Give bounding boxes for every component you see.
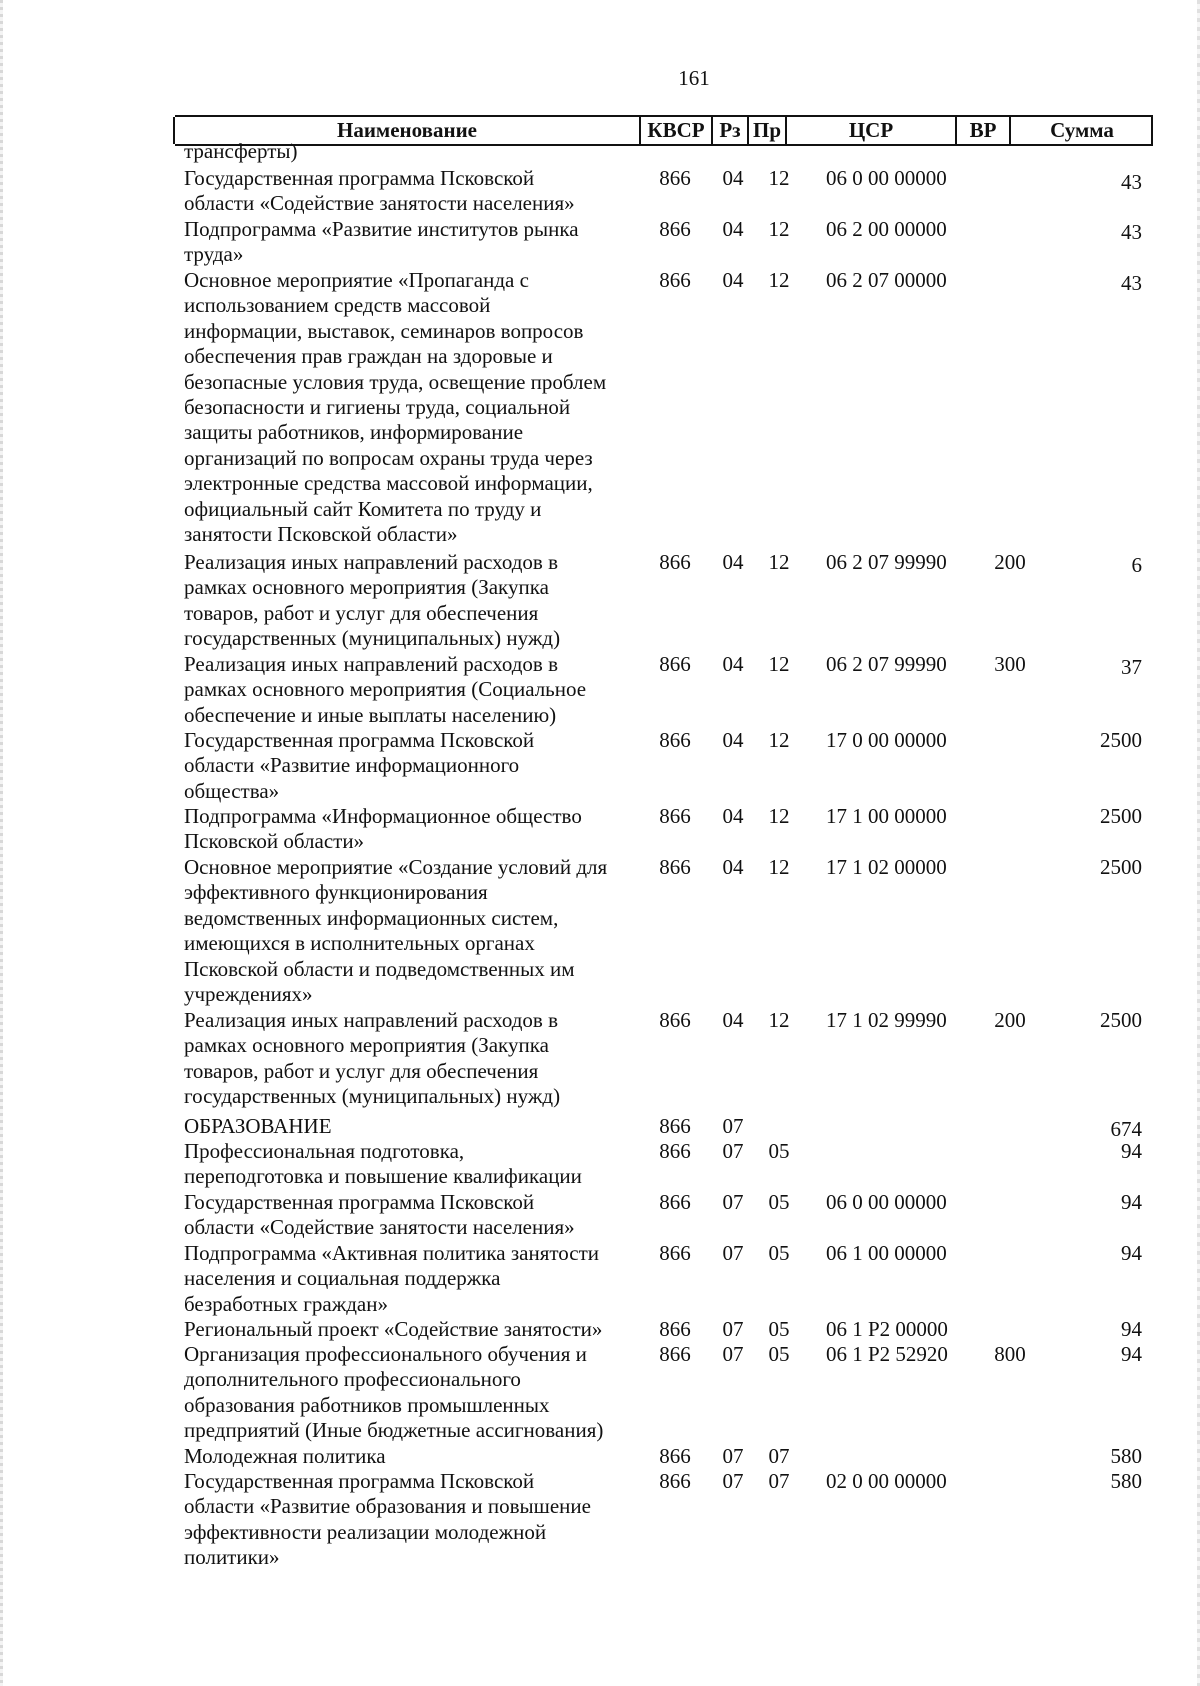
cell-kvsr: 866 bbox=[659, 1190, 691, 1214]
cell-name: Молодежная политика bbox=[184, 1444, 386, 1468]
cell-csr: 17 1 00 00000 bbox=[826, 804, 947, 828]
cell-sum: 94 bbox=[1121, 1190, 1142, 1214]
cell-pr: 07 bbox=[768, 1469, 790, 1493]
cell-rz: 04 bbox=[722, 804, 744, 828]
cell-sum: 580 bbox=[1110, 1444, 1142, 1468]
cell-csr: 17 1 02 99990 bbox=[826, 1008, 947, 1032]
cell-rz: 07 bbox=[722, 1114, 744, 1138]
cell-sum: 94 bbox=[1121, 1317, 1142, 1341]
cell-name: Подпрограмма «Информационное общество Псковской области» bbox=[184, 804, 582, 854]
cell-sum: 2500 bbox=[1100, 1008, 1142, 1032]
cell-name: Подпрограмма «Развитие институтов рынка труда» bbox=[184, 217, 579, 267]
cell-csr: 06 0 00 00000 bbox=[826, 166, 947, 190]
cell-csr: 17 1 02 00000 bbox=[826, 855, 947, 879]
cell-rz: 04 bbox=[722, 652, 744, 676]
page-number: 161 bbox=[678, 66, 710, 90]
cell-kvsr: 866 bbox=[659, 1342, 691, 1366]
cell-csr: 06 0 00 00000 bbox=[826, 1190, 947, 1214]
cell-pr: 07 bbox=[768, 1444, 790, 1468]
cell-rz: 07 bbox=[722, 1139, 744, 1163]
cell-sum: 2500 bbox=[1100, 855, 1142, 879]
cell-rz: 07 bbox=[722, 1444, 744, 1468]
cell-name: Государственная программа Псковской области «Развитие информационного общества» bbox=[184, 728, 535, 803]
cell-rz: 07 bbox=[722, 1342, 744, 1366]
cell-sum: 94 bbox=[1121, 1342, 1142, 1366]
cell-name: Региональный проект «Содействие занятости» bbox=[184, 1317, 603, 1341]
cell-rz: 04 bbox=[722, 217, 744, 241]
cell-kvsr: 866 bbox=[659, 550, 691, 574]
cell-csr: 06 2 07 99990 bbox=[826, 652, 947, 676]
header-vr: ВР bbox=[969, 118, 997, 142]
cell-name: Государственная программа Псковской области «Развитие образования и повышение эффективности реализации молодежной политики» bbox=[184, 1469, 591, 1570]
cell-pr: 12 bbox=[768, 1008, 790, 1032]
cell-pr: 12 bbox=[768, 166, 790, 190]
cell-pr: 12 bbox=[768, 855, 790, 879]
cell-csr: 06 2 07 00000 bbox=[826, 268, 947, 292]
cell-name: Реализация иных направлений расходов в рамках основного мероприятия (Закупка товаров, работ и услуг для обеспечения государственных (муниципальных) нужд) bbox=[184, 550, 561, 651]
cell-vr: 800 bbox=[994, 1342, 1026, 1366]
cell-rz: 04 bbox=[722, 855, 744, 879]
header-csr: ЦСР bbox=[848, 118, 894, 142]
cell-kvsr: 866 bbox=[659, 855, 691, 879]
cell-csr: 17 0 00 00000 bbox=[826, 728, 947, 752]
cell-sum: 37 bbox=[1121, 655, 1142, 679]
scan-edge-left bbox=[0, 0, 3, 1686]
cell-csr: 06 2 00 00000 bbox=[826, 217, 947, 241]
cell-vr: 200 bbox=[994, 550, 1026, 574]
cell-sum: 43 bbox=[1121, 220, 1142, 244]
cell-rz: 04 bbox=[722, 166, 744, 190]
cell-name: Государственная программа Псковской области «Содействие занятости населения» bbox=[184, 166, 575, 216]
cell-name: Подпрограмма «Активная политика занятости населения и социальная поддержка безработных граждан» bbox=[184, 1241, 600, 1316]
cell-rz: 07 bbox=[722, 1469, 744, 1493]
cell-pr: 12 bbox=[768, 217, 790, 241]
cell-pr: 05 bbox=[768, 1317, 790, 1341]
cell-pr: 12 bbox=[768, 268, 790, 292]
cell-sum: 674 bbox=[1110, 1117, 1142, 1141]
cell-sum: 580 bbox=[1110, 1469, 1142, 1493]
cell-kvsr: 866 bbox=[659, 1241, 691, 1265]
cell-kvsr: 866 bbox=[659, 217, 691, 241]
cell-csr: 06 2 07 99990 bbox=[826, 550, 947, 574]
header-border-right bbox=[1151, 117, 1153, 144]
cell-pr: 05 bbox=[768, 1139, 790, 1163]
cell-name: Организация профессионального обучения и дополнительного профессионального образования работников промышленных предприятий (Иные бюджетные ассигнования) bbox=[184, 1342, 604, 1443]
cell-csr: 06 1 00 00000 bbox=[826, 1241, 947, 1265]
cell-sum: 6 bbox=[1131, 553, 1142, 577]
cell-name: Основное мероприятие «Пропаганда с использованием средств массовой информации, выставок, семинаров вопросов обеспечения прав граждан на здоровые и безопасные условия труда, освещение проблем безопасности и гигиены труда, социальной защиты работников, информирование организаций по вопросам охраны труда через электронные средства массовой информации, официальный сайт Комитета по труду и занятости Псковской области» bbox=[184, 268, 607, 547]
cell-vr: 300 bbox=[994, 652, 1026, 676]
cell-name: Реализация иных направлений расходов в рамках основного мероприятия (Социальное обеспечение и иные выплаты населению) bbox=[184, 652, 587, 727]
cell-rz: 04 bbox=[722, 728, 744, 752]
cell-pr: 05 bbox=[768, 1190, 790, 1214]
cell-pr: 12 bbox=[768, 550, 790, 574]
cell-rz: 04 bbox=[722, 550, 744, 574]
cell-vr: 200 bbox=[994, 1008, 1026, 1032]
cell-kvsr: 866 bbox=[659, 1469, 691, 1493]
cell-name: трансферты) bbox=[184, 139, 298, 163]
cell-sum: 2500 bbox=[1100, 728, 1142, 752]
header-rz: Рз bbox=[719, 118, 741, 142]
cell-kvsr: 866 bbox=[659, 268, 691, 292]
cell-kvsr: 866 bbox=[659, 1317, 691, 1341]
header-pr: Пр bbox=[752, 118, 781, 142]
cell-name: Реализация иных направлений расходов в рамках основного мероприятия (Закупка товаров, работ и услуг для обеспечения государственных (муниципальных) нужд) bbox=[184, 1008, 561, 1109]
header-sum: Сумма bbox=[1050, 118, 1114, 142]
cell-name: Профессиональная подготовка, переподготовка и повышение квалификации bbox=[184, 1139, 582, 1189]
cell-rz: 04 bbox=[722, 1008, 744, 1032]
cell-kvsr: 866 bbox=[659, 1444, 691, 1468]
cell-csr: 02 0 00 00000 bbox=[826, 1469, 947, 1493]
cell-sum: 94 bbox=[1121, 1241, 1142, 1265]
cell-kvsr: 866 bbox=[659, 652, 691, 676]
cell-sum: 94 bbox=[1121, 1139, 1142, 1163]
cell-kvsr: 866 bbox=[659, 728, 691, 752]
cell-rz: 04 bbox=[722, 268, 744, 292]
cell-rz: 07 bbox=[722, 1317, 744, 1341]
header-kvsr: КВСР bbox=[647, 118, 705, 142]
cell-name: ОБРАЗОВАНИЕ bbox=[184, 1114, 332, 1138]
cell-name: Государственная программа Псковской области «Содействие занятости населения» bbox=[184, 1190, 575, 1240]
header-name: Наименование bbox=[337, 118, 477, 142]
cell-kvsr: 866 bbox=[659, 1008, 691, 1032]
cell-rz: 07 bbox=[722, 1241, 744, 1265]
cell-sum: 2500 bbox=[1100, 804, 1142, 828]
cell-sum: 43 bbox=[1121, 170, 1142, 194]
cell-csr: 06 1 P2 00000 bbox=[826, 1317, 948, 1341]
cell-kvsr: 866 bbox=[659, 1114, 691, 1138]
cell-pr: 12 bbox=[768, 652, 790, 676]
cell-pr: 05 bbox=[768, 1342, 790, 1366]
cell-name: Основное мероприятие «Создание условий для эффективного функционирования ведомственных информационных систем, имеющихся в исполнительных органах Псковской области и подведомственных им учреждениях» bbox=[184, 855, 608, 1007]
cell-pr: 12 bbox=[768, 804, 790, 828]
cell-rz: 07 bbox=[722, 1190, 744, 1214]
cell-kvsr: 866 bbox=[659, 166, 691, 190]
cell-pr: 05 bbox=[768, 1241, 790, 1265]
cell-pr: 12 bbox=[768, 728, 790, 752]
cell-kvsr: 866 bbox=[659, 804, 691, 828]
cell-kvsr: 866 bbox=[659, 1139, 691, 1163]
cell-sum: 43 bbox=[1121, 271, 1142, 295]
cell-csr: 06 1 P2 52920 bbox=[826, 1342, 948, 1366]
